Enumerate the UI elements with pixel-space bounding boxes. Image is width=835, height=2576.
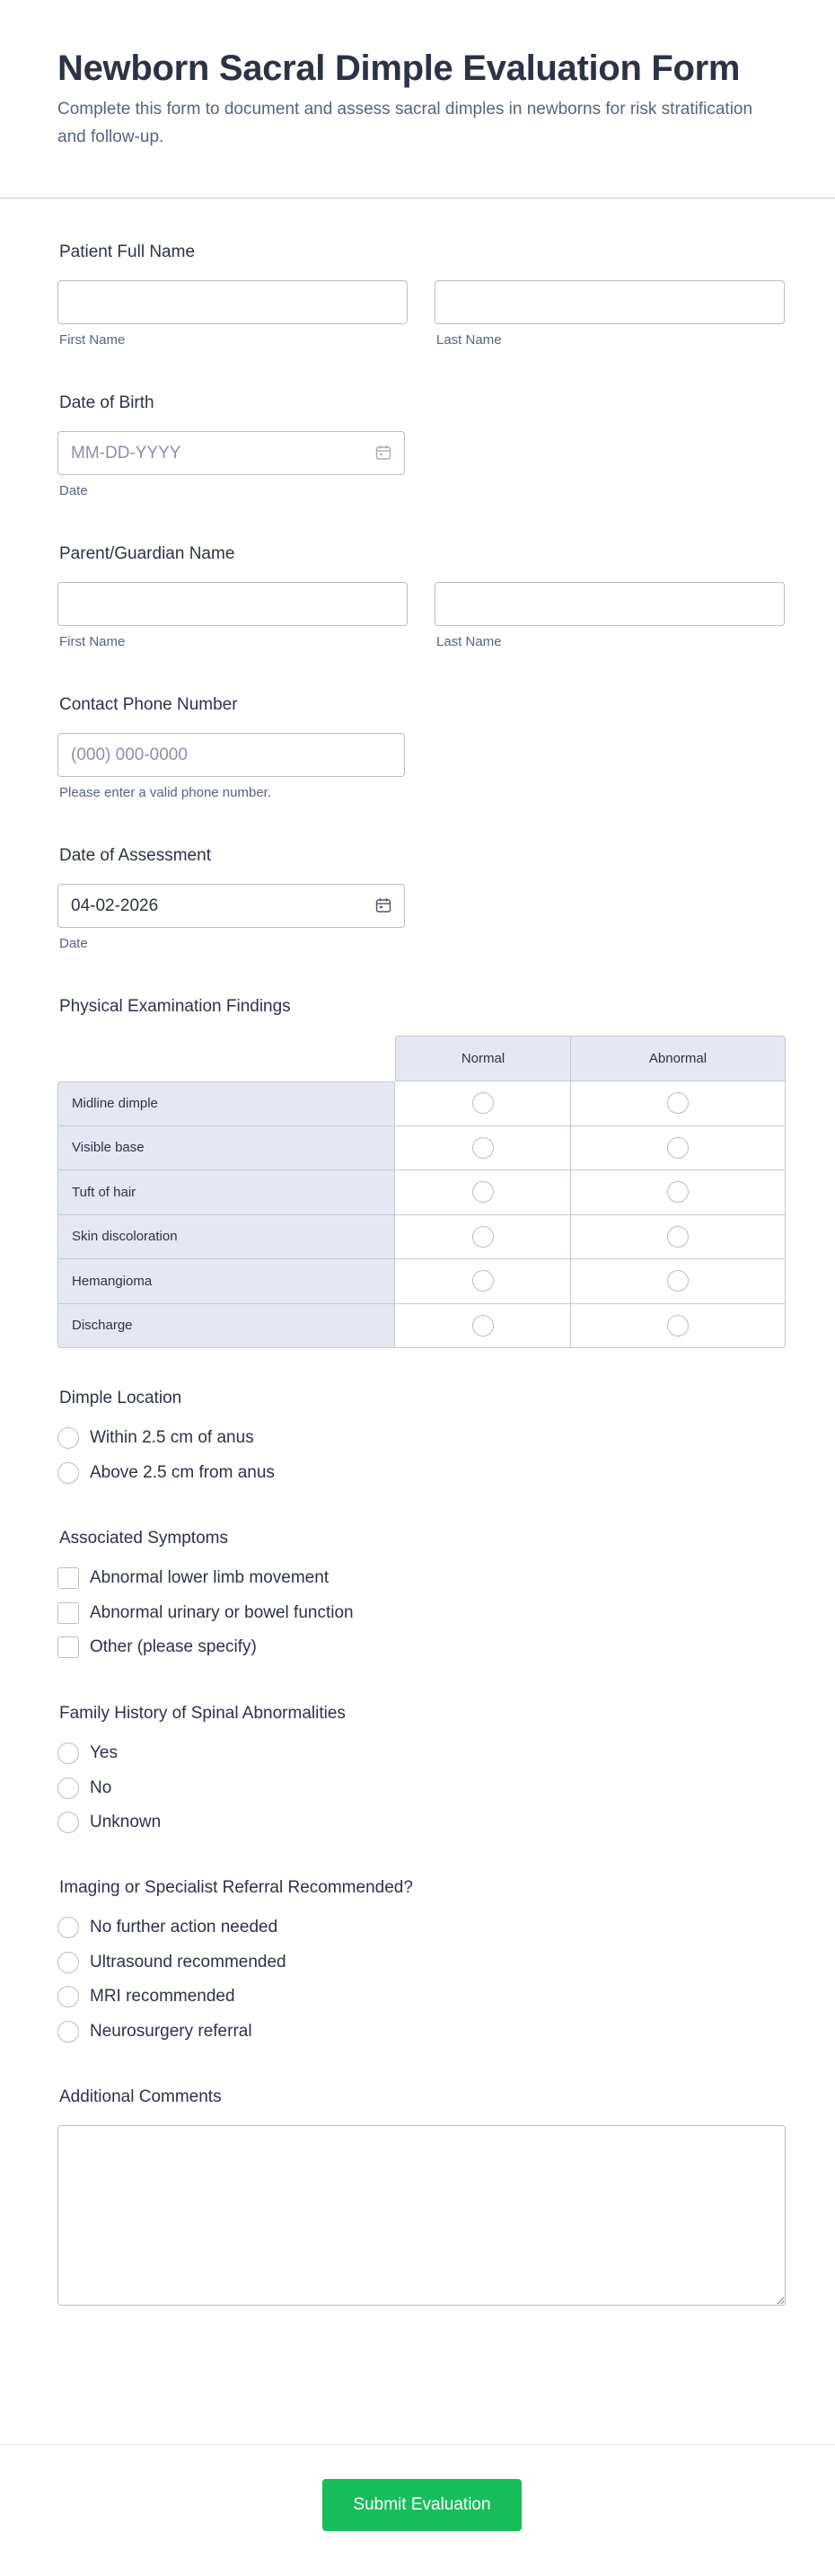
symptoms-label: Associated Symptoms (59, 1529, 228, 1548)
assessment-date-sublabel: Date (59, 936, 88, 951)
form-header (0, 0, 835, 198)
dob-input[interactable] (57, 431, 405, 475)
option-label: Within 2.5 cm of anus (90, 1428, 254, 1448)
phone-field (57, 695, 786, 800)
dob-field (57, 393, 786, 498)
guardian-last-name-sublabel: Last Name (436, 634, 502, 649)
matrix-row-label: Discharge (57, 1304, 395, 1349)
family-history-option[interactable] (57, 1736, 786, 1771)
exam-label: Physical Examination Findings (59, 997, 291, 1016)
radio-button[interactable] (57, 1986, 79, 2007)
radio-button[interactable] (57, 1742, 79, 1764)
guardian-last-name-input[interactable] (435, 582, 785, 626)
matrix-row-label: Tuft of hair (57, 1170, 395, 1215)
patient-last-name-sublabel: Last Name (436, 332, 502, 348)
family-history-option[interactable] (57, 1805, 786, 1840)
calendar-icon[interactable] (375, 897, 391, 913)
option-label: Other (please specify) (90, 1637, 257, 1657)
calendar-icon[interactable] (375, 445, 391, 461)
referral-field (57, 1878, 786, 2049)
referral-option[interactable] (57, 1910, 786, 1945)
exam-matrix (57, 1036, 786, 1348)
phone-placeholder: (000) 000-0000 (71, 745, 188, 764)
family-history-field (57, 1704, 786, 1840)
symptom-option[interactable] (57, 1596, 786, 1631)
matrix-radio-normal[interactable] (472, 1092, 494, 1114)
dob-placeholder: MM-DD-YYYY (71, 443, 181, 463)
phone-sublabel: Please enter a valid phone number. (59, 785, 271, 800)
matrix-radio-normal[interactable] (472, 1137, 494, 1159)
option-label: No further action needed (90, 1918, 278, 1937)
location-label: Dimple Location (59, 1389, 182, 1407)
radio-button[interactable] (57, 1917, 79, 1938)
comments-textarea[interactable] (57, 2125, 786, 2306)
option-label: No (90, 1778, 112, 1797)
option-label: MRI recommended (90, 1987, 235, 2007)
radio-button[interactable] (57, 1952, 79, 1973)
matrix-radio-abnormal[interactable] (667, 1270, 689, 1292)
matrix-radio-abnormal[interactable] (667, 1226, 689, 1248)
exam-field (57, 997, 786, 1017)
location-option[interactable] (57, 1456, 786, 1491)
guardian-first-name-sublabel: First Name (59, 634, 126, 649)
phone-label: Contact Phone Number (59, 695, 238, 714)
matrix-row-label: Hemangioma (57, 1259, 395, 1304)
patient-name-field (57, 243, 786, 348)
submit-button[interactable]: Submit Evaluation (322, 2479, 522, 2531)
comments-field (57, 2087, 786, 2306)
matrix-row (57, 1304, 786, 1349)
matrix-radio-normal[interactable] (472, 1315, 494, 1337)
form-title: Newborn Sacral Dimple Evaluation Form (57, 49, 741, 88)
matrix-radio-abnormal[interactable] (667, 1092, 689, 1114)
form-footer (0, 2444, 835, 2576)
option-label: Abnormal urinary or bowel function (90, 1602, 354, 1622)
referral-option[interactable] (57, 2015, 786, 2050)
matrix-row (57, 1215, 786, 1260)
option-label: Above 2.5 cm from anus (90, 1462, 275, 1482)
family-history-option[interactable] (57, 1771, 786, 1806)
assessment-date-label: Date of Assessment (59, 846, 211, 865)
patient-name-label: Patient Full Name (59, 243, 196, 261)
matrix-radio-normal[interactable] (472, 1181, 494, 1203)
matrix-radio-abnormal[interactable] (667, 1315, 689, 1337)
matrix-radio-abnormal[interactable] (667, 1181, 689, 1203)
referral-option[interactable] (57, 1945, 786, 1981)
phone-input[interactable] (57, 733, 405, 777)
option-label: Unknown (90, 1813, 162, 1832)
option-label: Yes (90, 1743, 118, 1763)
radio-button[interactable] (57, 1778, 79, 1799)
patient-first-name-sublabel: First Name (59, 332, 126, 348)
option-label: Neurosurgery referral (90, 2021, 252, 2041)
matrix-row (57, 1259, 786, 1304)
assessment-date-input[interactable] (57, 884, 405, 928)
symptom-option[interactable] (57, 1630, 786, 1665)
option-label: Ultrasound recommended (90, 1952, 286, 1972)
patient-first-name-input[interactable] (57, 280, 408, 324)
location-field (57, 1389, 786, 1490)
location-option[interactable] (57, 1421, 786, 1456)
matrix-radio-normal[interactable] (472, 1270, 494, 1292)
matrix-radio-normal[interactable] (472, 1226, 494, 1248)
comments-label: Additional Comments (59, 2087, 222, 2106)
radio-button[interactable] (57, 1462, 79, 1484)
referral-option[interactable] (57, 1980, 786, 2015)
guardian-name-label: Parent/Guardian Name (59, 544, 235, 563)
matrix-radio-abnormal[interactable] (667, 1137, 689, 1159)
dob-sublabel: Date (59, 483, 88, 498)
radio-button[interactable] (57, 2021, 79, 2042)
matrix-row (57, 1081, 786, 1126)
matrix-column-normal: Normal (395, 1036, 571, 1081)
matrix-row (57, 1170, 786, 1215)
symptom-option[interactable] (57, 1561, 786, 1596)
option-label: Abnormal lower limb movement (90, 1568, 330, 1588)
symptoms-field (57, 1529, 786, 1665)
matrix-column-abnormal: Abnormal (571, 1036, 786, 1081)
matrix-header (395, 1036, 786, 1081)
patient-last-name-input[interactable] (435, 280, 785, 324)
matrix-row-label: Visible base (57, 1126, 395, 1171)
guardian-name-field (57, 544, 786, 649)
matrix-row-label: Skin discoloration (57, 1215, 395, 1260)
guardian-first-name-input[interactable] (57, 582, 408, 626)
family-history-label: Family History of Spinal Abnormalities (59, 1704, 346, 1723)
dob-label: Date of Birth (59, 393, 154, 412)
referral-label: Imaging or Specialist Referral Recommended? (59, 1878, 413, 1897)
form-description: Complete this form to document and assess sacral dimples in newborns for risk stratification and follow-up. (57, 100, 753, 146)
assessment-date-value: 04-02-2026 (71, 895, 159, 915)
assessment-date-field (57, 846, 786, 951)
checkbox[interactable] (57, 1567, 79, 1589)
matrix-row-label: Midline dimple (57, 1081, 395, 1126)
checkbox[interactable] (57, 1602, 79, 1624)
radio-button[interactable] (57, 1812, 79, 1833)
radio-button[interactable] (57, 1427, 79, 1449)
matrix-row (57, 1126, 786, 1171)
checkbox[interactable] (57, 1636, 79, 1658)
